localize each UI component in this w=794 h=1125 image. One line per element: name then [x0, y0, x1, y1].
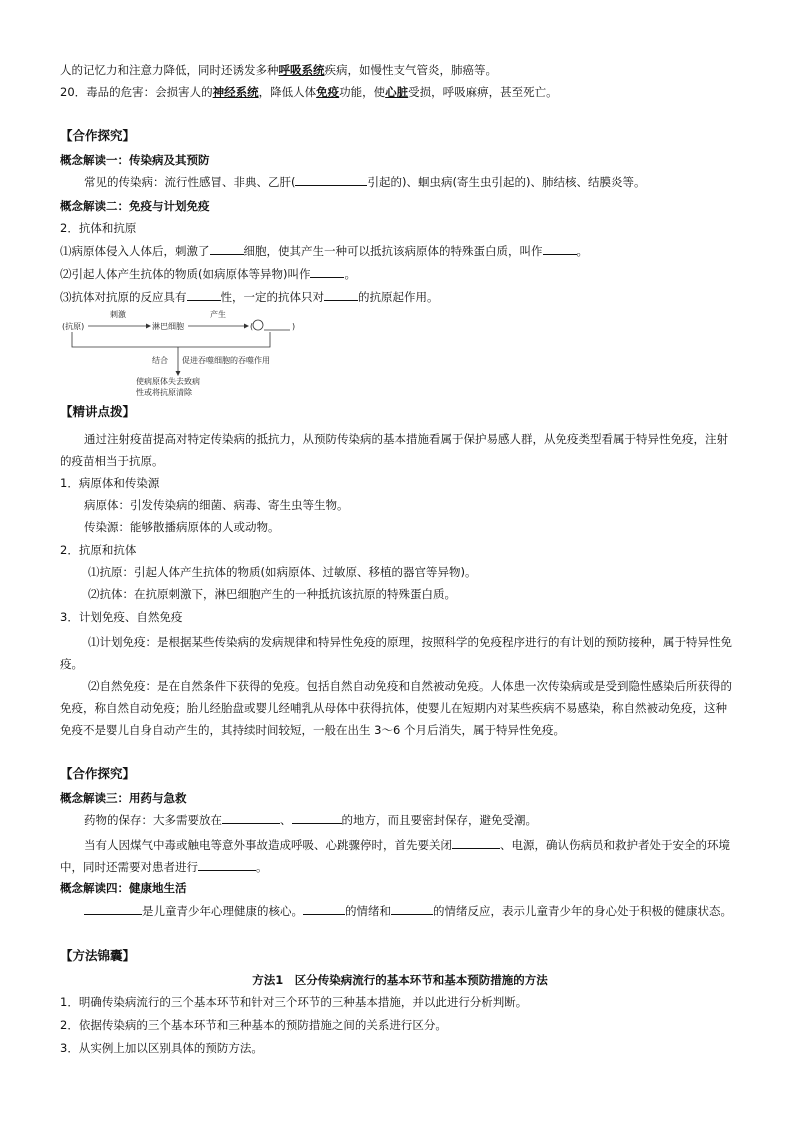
item: 3．计划免疫、自然免疫: [60, 610, 183, 624]
diagram-paren-close: ): [292, 322, 296, 331]
connector-line: [178, 332, 270, 347]
concept-title: 概念解读二：免疫与计划免疫: [60, 199, 210, 213]
fill-blank: [84, 903, 142, 915]
arrow-head: [244, 324, 249, 329]
section-heading: 【合作探究】: [60, 766, 136, 781]
text: 。: [344, 267, 356, 281]
text: 是儿童青少年心理健康的核心。: [142, 904, 303, 918]
question: [60, 243, 588, 259]
paragraph: 传染源：能够散播病原体的人或动物。: [84, 520, 280, 534]
diagram-lymph: 淋巴细胞: [152, 322, 184, 331]
item: 2．抗体和抗原: [60, 221, 137, 235]
section-heading: 【方法锦囊】: [60, 948, 136, 963]
concept-title: 概念解读三：用药与急救: [60, 791, 187, 805]
fill-blank: [222, 812, 280, 824]
circle-marker: [253, 320, 263, 330]
method-title: 方法1 区分传染病流行的基本环节和基本预防措施的方法: [252, 973, 548, 987]
fill-blank: [187, 289, 221, 301]
diagram-antigen: (抗原): [62, 322, 85, 331]
text: 细胞，使其产生一种可以抵抗该病原体的特殊蛋白质，叫作: [243, 244, 543, 258]
text: 的地方，而且要密封保存，避免受潮。: [341, 813, 537, 827]
fill-blank: [210, 243, 244, 255]
top-line-1: [60, 62, 497, 78]
text: 、电源，确认伤病员和救护者处于安全的环境中，同时还需要对患者进行: [60, 838, 730, 874]
arrow-head: [176, 371, 181, 376]
answer-underline: 神经系统: [212, 85, 259, 99]
text: 。: [576, 244, 588, 258]
text: 常见的传染病：流行性感冒、非典、乙肝(: [84, 175, 296, 189]
text: 。: [256, 860, 268, 874]
diagram-combine: 结合: [152, 356, 168, 365]
text: ⑴病原体侵入人体后，刺激了: [60, 244, 210, 258]
text: ⑶抗体对抗原的反应具有: [60, 290, 187, 304]
answer-underline: 心脏: [385, 85, 409, 99]
text: 受损，呼吸麻痹，甚至死亡。: [408, 85, 558, 99]
item: 1．病原体和传染源: [60, 476, 160, 490]
diagram-paren-open: (: [250, 322, 254, 331]
diagram-promote: 促进吞噬细胞的吞噬作用: [182, 356, 270, 365]
fill-blank: [198, 859, 256, 871]
paragraph: 通过注射疫苗提高对特定传染病的抵抗力，从预防传染病的基本措施看属于保护易感人群，从免疫类型看属于特异性免疫，注射的疫苗相当于抗原。: [60, 432, 728, 468]
text: ⑵引起人体产生抗体的物质(如病原体等异物)叫作: [60, 267, 311, 281]
fill-blank: [295, 174, 367, 186]
text: 药物的保存：大多需要放在: [84, 813, 222, 827]
connector-line: [72, 332, 178, 347]
text: 20．毒品的危害：会损害人的: [60, 85, 213, 99]
text: ，降低人体: [258, 85, 317, 99]
paragraph: 病原体：引发传染病的细菌、病毒、寄生虫等生物。: [84, 498, 349, 512]
paragraph: [84, 903, 732, 919]
text: 性，一定的抗体只对: [220, 290, 324, 304]
fill-blank: [543, 243, 577, 255]
diagram-result-1: 使病原体失去致病: [136, 377, 200, 386]
fill-blank: [452, 837, 500, 849]
paragraph: [60, 834, 738, 878]
text: 当有人因煤气中毒或触电等意外事故造成呼吸、心跳骤停时，首先要关闭: [84, 838, 452, 852]
question: [60, 289, 439, 305]
top-line-2: [60, 84, 558, 100]
fill-blank: [292, 812, 342, 824]
fill-blank: [324, 289, 358, 301]
paragraph: ⑴计划免疫：是根据某些传染病的发病规律和特异性免疫的原理，按照科学的免疫程序进行的有计划的预防接种，属于特异性免疫。: [60, 635, 732, 671]
section-heading: 【精讲点拨】: [60, 404, 136, 419]
fill-blank: [391, 903, 433, 915]
text: 的抗原起作用。: [358, 290, 439, 304]
concept-title: 概念解读一：传染病及其预防: [60, 153, 210, 167]
item: 2．抗原和抗体: [60, 543, 137, 557]
text: 引起的)、蛔虫病(寄生虫引起的)、肺结核、结膜炎等。: [367, 175, 646, 189]
paragraph: [84, 812, 537, 828]
fill-blank: [310, 266, 344, 278]
paragraph: ⑵自然免疫：是在自然条件下获得的免疫。包括自然自动免疫和自然被动免疫。人体患一次传染病或是受到隐性感染后所获得的免疫，称自然自动免疫；胎儿经胎盘或婴儿经哺乳从母体中获得抗体，使婴儿在短期内对某些疾病不易感染，称自然被动免疫，这种免疫不是婴儿自身自动产生的，其持续时间较短，一般在出生 3～6 个月后消失，属于特异性免疫。: [60, 679, 732, 737]
question: [60, 266, 356, 282]
paragraph: ⑵抗体：在抗原刺激下，淋巴细胞产生的一种抵抗该抗原的特殊蛋白质。: [88, 587, 456, 601]
antigen-antibody-diagram: [60, 305, 320, 400]
text: 疾病，如慢性支气管炎，肺癌等。: [324, 63, 497, 77]
text: 、: [280, 813, 292, 827]
concept-title: 概念解读四：健康地生活: [60, 881, 187, 895]
list-item: 2．依据传染病的三个基本环节和三种基本的预防措施之间的关系进行区分。: [60, 1018, 447, 1032]
section-heading: 【合作探究】: [60, 128, 136, 143]
paragraph: ⑴抗原：引起人体产生抗体的物质(如病原体、过敏原、移植的器官等异物)。: [88, 565, 477, 579]
diagram-result-2: 性或将抗原清除: [136, 388, 192, 397]
text: 的情绪和: [345, 904, 391, 918]
list-item: 1．明确传染病流行的三个基本环节和针对三个环节的三种基本措施，并以此进行分析判断。: [60, 995, 528, 1009]
paragraph: [84, 174, 645, 190]
answer-underline: 免疫: [316, 85, 340, 99]
list-item: 3．从实例上加以区别具体的预防方法。: [60, 1041, 263, 1055]
arrow-head: [146, 324, 151, 329]
text: 功能，使: [339, 85, 386, 99]
diagram-stimulate: 刺激: [110, 310, 126, 319]
answer-underline: 呼吸系统: [278, 63, 325, 77]
diagram-produce: 产生: [210, 310, 226, 319]
text: 人的记忆力和注意力降低，同时还诱发多种: [60, 63, 279, 77]
fill-blank: [303, 903, 345, 915]
text: 的情绪反应，表示儿童青少年的身心处于积极的健康状态。: [433, 904, 732, 918]
